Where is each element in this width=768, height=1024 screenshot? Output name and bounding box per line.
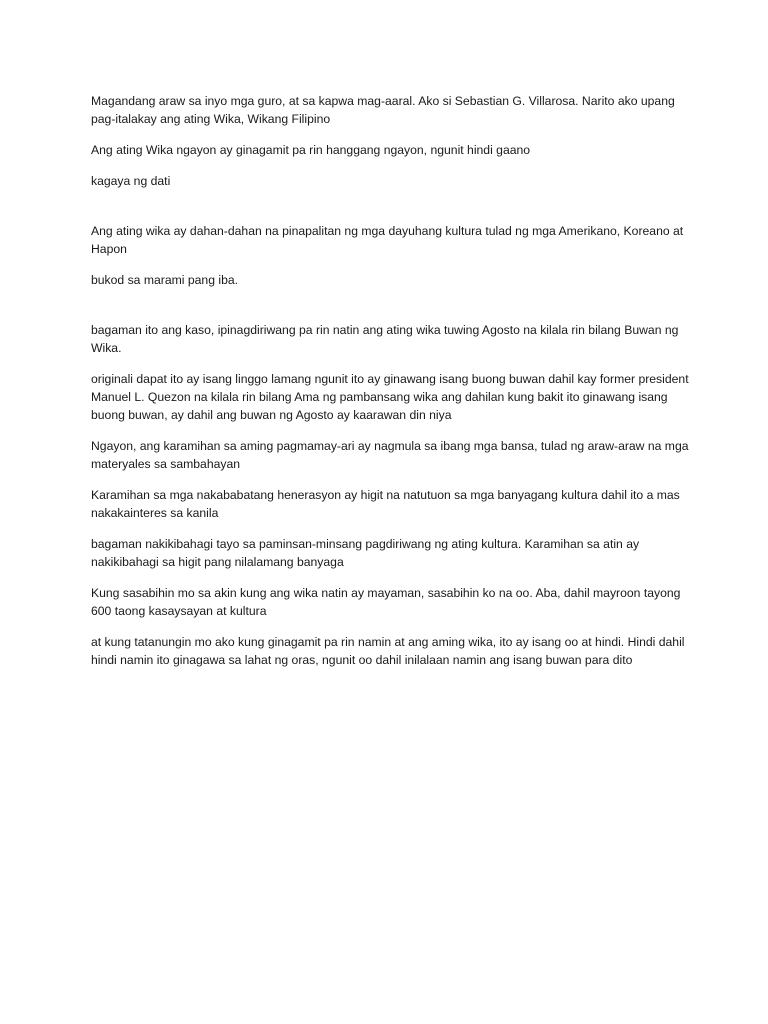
paragraph-5: bukod sa marami pang iba. — [91, 273, 239, 287]
paragraph-9: Karamihan sa mga nakababatang henerasyon ay higit na natutuon sa mga banyagang kultura dahil ito a mas nakakainteres sa kanila — [91, 488, 680, 520]
paragraph-6: bagaman ito ang kaso, ipinagdiriwang pa rin natin ang ating wika tuwing Agosto na kilala rin bilang Buwan ng Wika. — [91, 323, 679, 355]
paragraph-1: Magandang araw sa inyo mga guro, at sa kapwa mag-aaral. Ako si Sebastian G. Villarosa. Narito ako upang pag-italakay ang ating Wika, Wikang Filipino — [91, 94, 675, 126]
document-body — [91, 92, 691, 682]
paragraph-11: Kung sasabihin mo sa akin kung ang wika natin ay mayaman, sasabihin ko na oo. Aba, dahil mayroon tayong 600 taong kasaysayan at kultura — [91, 586, 681, 618]
paragraph-10: bagaman nakikibahagi tayo sa paminsan-minsang pagdiriwang ng ating kultura. Karamihan sa atin ay nakikibahagi sa higit pang nilalamang banyaga — [91, 537, 640, 569]
paragraph-8: Ngayon, ang karamihan sa aming pagmamay-ari ay nagmula sa ibang mga bansa, tulad ng araw-araw na mga materyales sa sambahayan — [91, 439, 689, 471]
blank-line — [91, 203, 691, 222]
paragraph-12: at kung tatanungin mo ako kung ginagamit pa rin namin at ang aming wika, ito ay isang oo at hindi. Hindi dahil hindi namin ito ginagawa sa lahat ng oras, ngunit oo dahil inilalaan namin ang isang buwan para dito — [91, 635, 685, 667]
paragraph-2: Ang ating Wika ngayon ay ginagamit pa rin hanggang ngayon, ngunit hindi gaano — [91, 143, 531, 157]
paragraph-3: kagaya ng dati — [91, 174, 171, 188]
paragraph-7: originali dapat ito ay isang linggo lamang ngunit ito ay ginawang isang buong buwan dahil kay former president Manuel L. Quezon na kilala rin bilang Ama ng pambansang wika ang dahilan kung bakit ito ginawang isang buong buwan, ay dahil ang buwan ng Agosto ay kaarawan din niya — [91, 372, 689, 422]
paragraph-4: Ang ating wika ay dahan-dahan na pinapalitan ng mga dayuhang kultura tulad ng mga Amerikano, Koreano at Hapon — [91, 224, 684, 256]
blank-line — [91, 302, 691, 321]
